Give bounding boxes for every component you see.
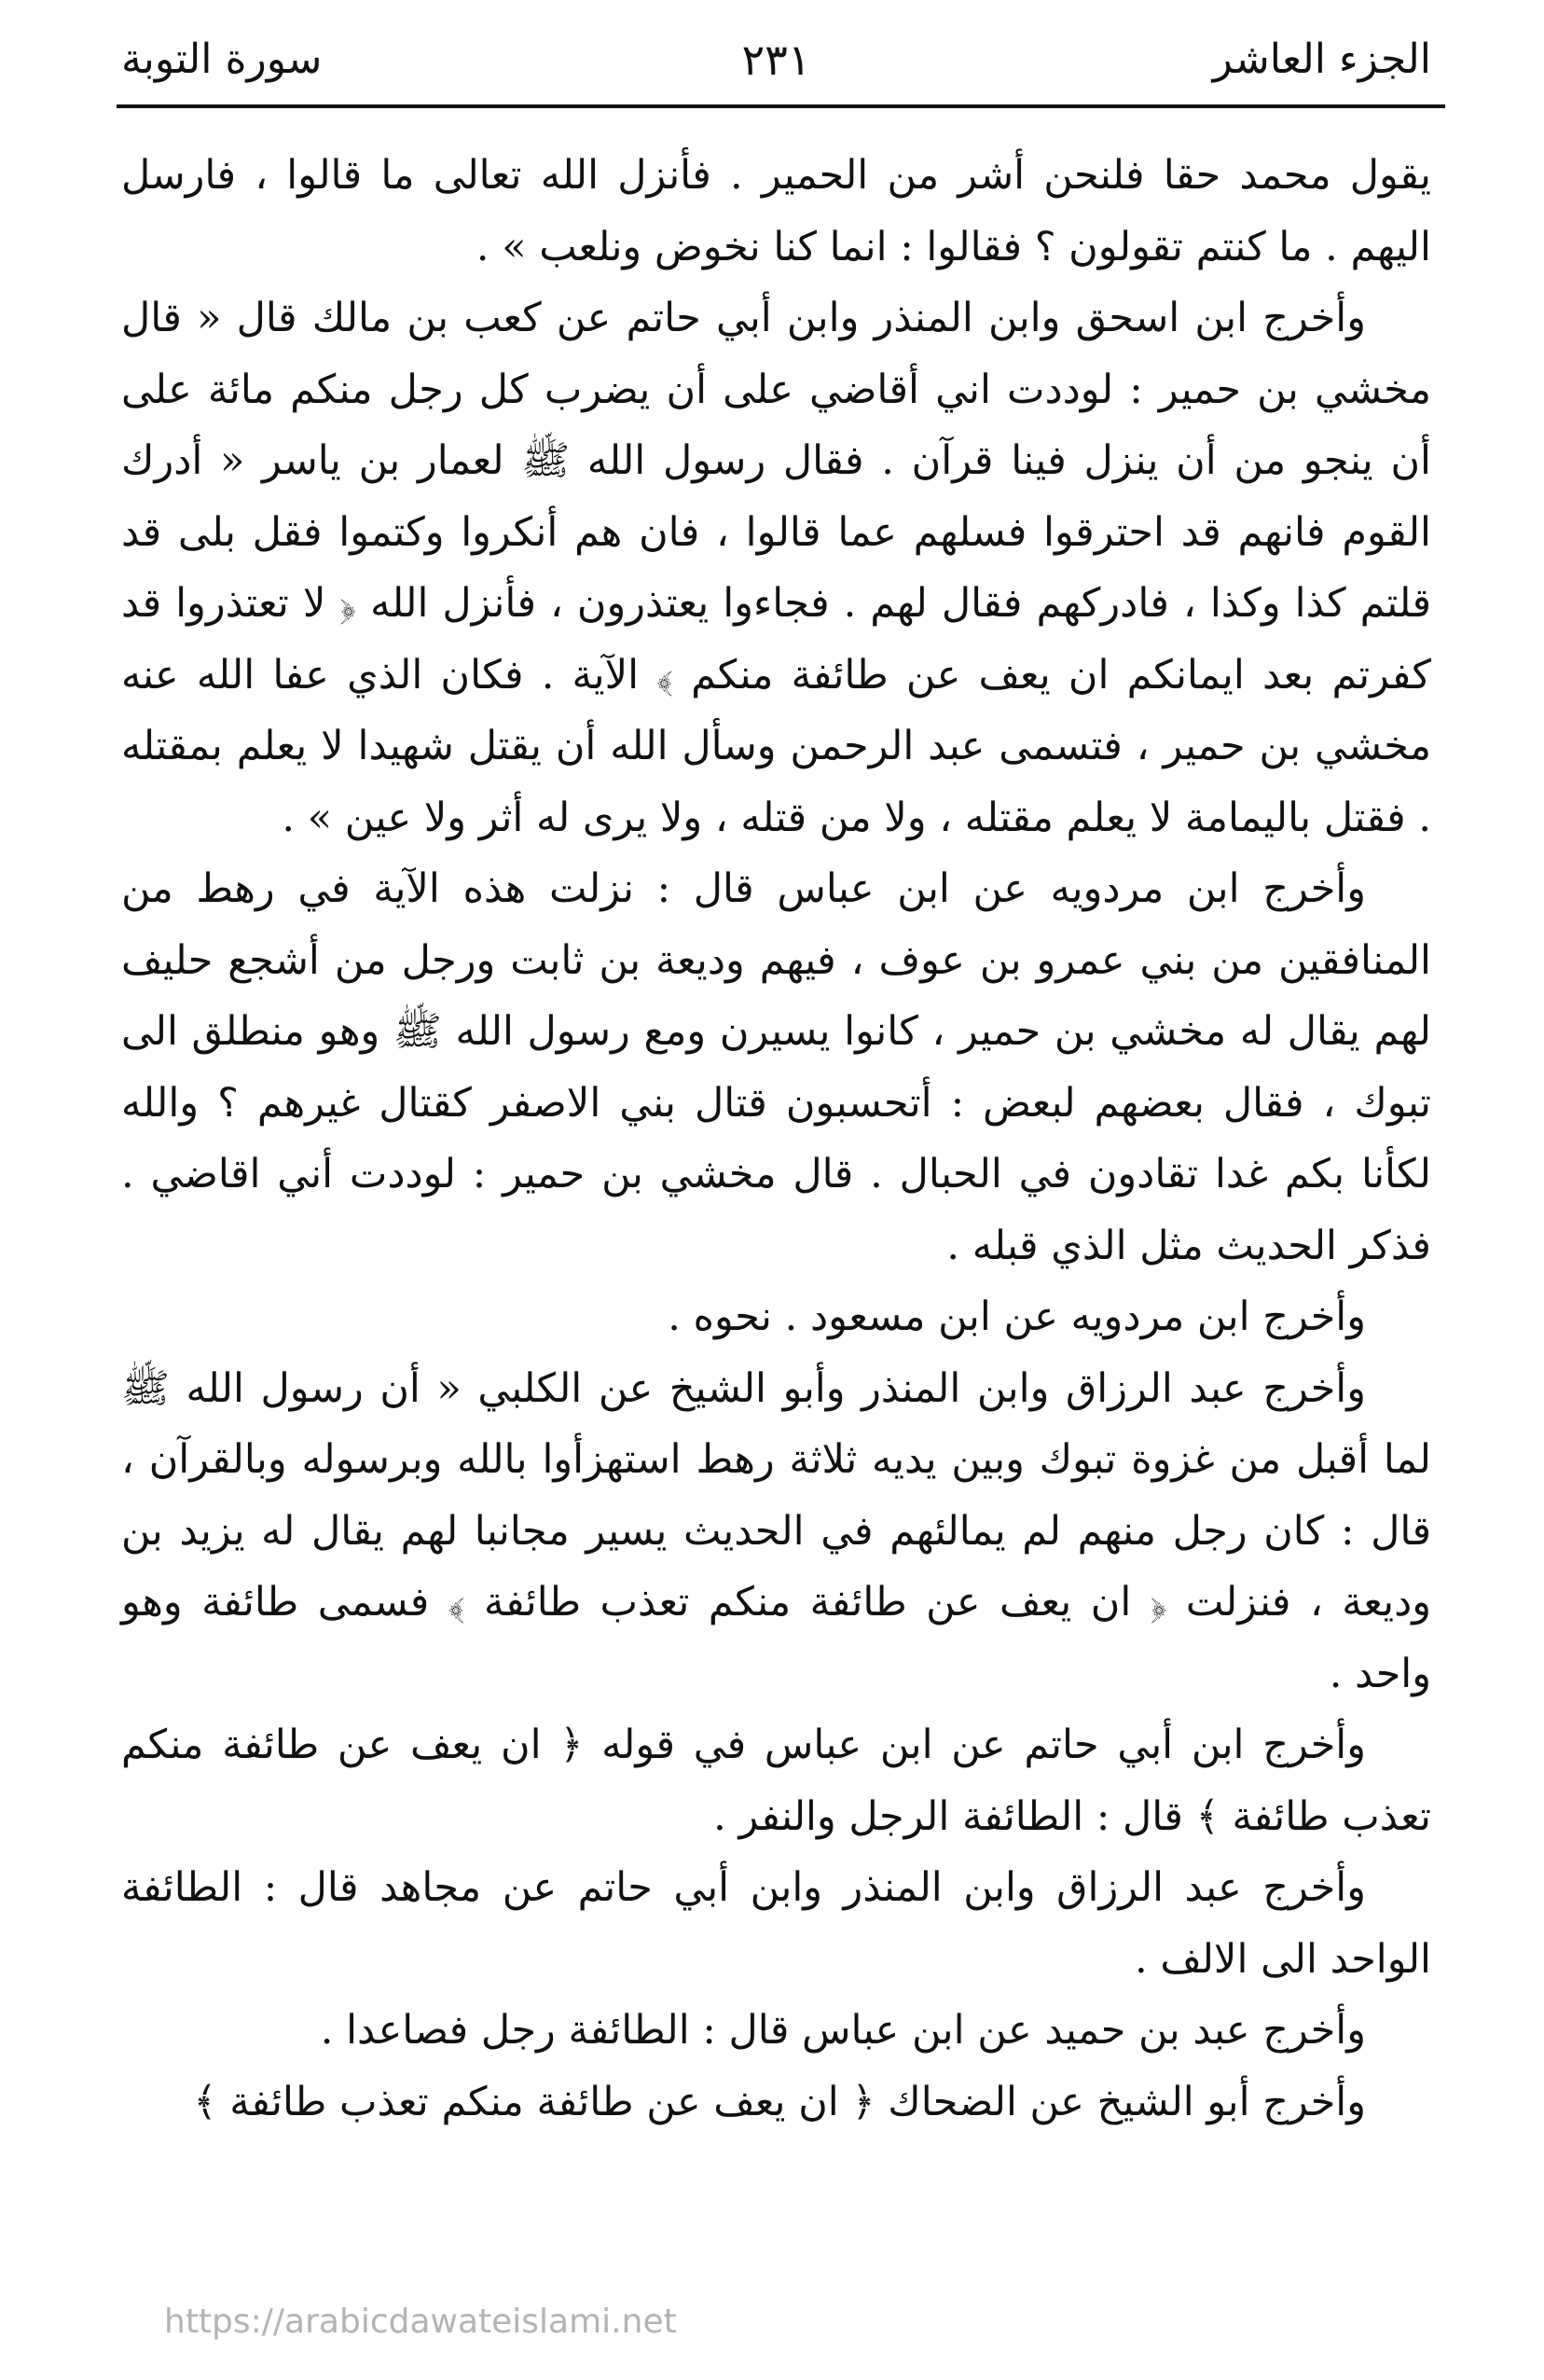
paragraph: وأخرج ابن مردويه عن ابن عباس قال : نزلت هذه الآية في رهط من المنافقين من بني عمرو بن عوف ، فيهم وديعة بن ثابت ورجل من أشجع حليف لهم يقال له مخشي بن حمير ، كانوا يسيرن ومع رسول الله ﷺ وهو منطلق الى تبوك ، فقال بعضهم لبعض : أتحسبون قتال بني الاصفر كقتال غيرهم ؟ والله لكأنا بكم غدا تقادون في الحبال . قال مخشي بن حمير : لوددت أني اقاضي . فذكر الحديث مثل الذي قبله . <box>121 865 1431 1269</box>
paragraph: يقول محمد حقا فلنحن أشر من الحمير . فأنزل الله تعالى ما قالوا ، فارسل اليهم . ما كنتم تقولون ؟ فقالوا : انما كنا نخوض ونلعب » . <box>121 152 1431 270</box>
paragraph: وأخرج عبد الرزاق وابن المنذر وابن أبي حاتم عن مجاهد قال : الطائفة الواحد الى الالف . <box>121 1864 1431 1983</box>
watermark-url: https://arabicdawateislami.net <box>164 2303 677 2341</box>
paragraph: وأخرج ابن أبي حاتم عن ابن عباس في قوله ﴿ ان يعف عن طائفة منكم تعذب طائفة ﴾ قال : الطائفة الرجل والنفر . <box>121 1722 1431 1840</box>
page-header <box>121 26 1431 101</box>
header-rule <box>117 104 1445 108</box>
paragraph: وأخرج أبو الشيخ عن الضحاك ﴿ ان يعف عن طائفة منكم تعذب طائفة ﴾ <box>193 2078 1366 2125</box>
juz-title: الجزء العاشر <box>1212 35 1431 83</box>
page-number: ٢٣١ <box>741 35 811 85</box>
paragraph: وأخرج ابن مردويه عن ابن مسعود . نحوه . <box>668 1294 1366 1340</box>
surah-title: سورة التوبة <box>121 35 323 83</box>
paragraph: وأخرج عبد الرزاق وابن المنذر وأبو الشيخ عن الكلبي « أن رسول الله ﷺ لما أقبل من غزوة تبوك وبين يديه ثلاثة رهط استهزأوا بالله وبرسوله وبالقرآن ، قال : كان رجل منهم لم يمالئهم في الحديث يسير مجانبا لهم يقال له يزيد بن وديعة ، فنزلت ﴿ ان يعف عن طائفة منكم تعذب طائفة ﴾ فسمى طائفة وهو واحد . <box>121 1364 1431 1697</box>
paragraph: وأخرج عبد بن حميد عن ابن عباس قال : الطائفة رجل فصاعدا . <box>320 2007 1366 2054</box>
paragraph: وأخرج ابن اسحق وابن المنذر وابن أبي حاتم عن كعب بن مالك قال « قال مخشي بن حمير : لوددت اني أقاضي على أن يضرب كل رجل منكم مائة على أن ينجو من أن ينزل فينا قرآن . فقال رسول الله ﷺ لعمار بن ياسر « أدرك القوم فانهم قد احترقوا فسلهم عما قالوا ، فان هم أنكروا وكتموا فقل بلى قد قلتم كذا وكذا ، فادركهم فقال لهم . فجاءوا يعتذرون ، فأنزل الله ﴿ لا تعتذروا قد كفرتم بعد ايمانكم ان يعف عن طائفة منكم ﴾ الآية . فكان الذي عفا الله عنه مخشي بن حمير ، فتسمى عبد الرحمن وسأل الله أن يقتل شهيدا لا يعلم بمقتله . فقتل باليمامة لا يعلم مقتله ، ولا من قتله ، ولا يرى له أثر ولا عين » . <box>121 295 1431 841</box>
main-text <box>121 140 1431 2138</box>
